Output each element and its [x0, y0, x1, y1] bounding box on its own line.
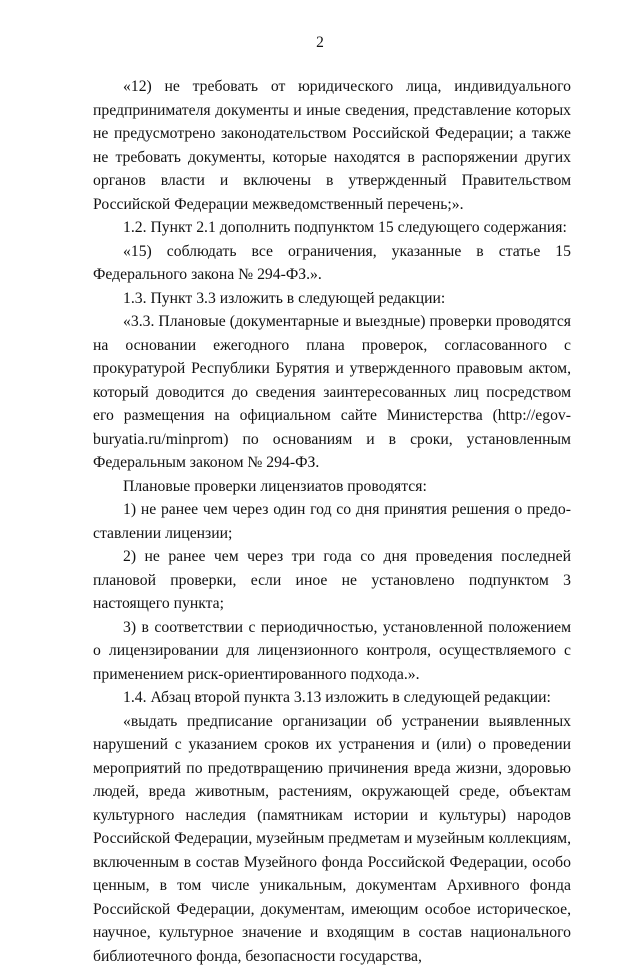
paragraph-licensee-inspections: Плановые проверки лицензиатов проводятся: — [93, 475, 571, 499]
paragraph-list-item-3: 3) в соответствии с периодичностью, установленной положением о лицензировании для лицензионного контроля, осуществляемого с применением риск-ориентированного подхода.». — [93, 616, 571, 687]
paragraph-list-item-2: 2) не ранее чем через три года со дня проведения последней плановой проверки, если иное не установлено подпунктом 3 настоящего пункта; — [93, 545, 571, 616]
paragraph-order-text: «выдать предписание организации об устранении выявленных нарушений с указанием сроков их устранения и (или) о проведении мероприятий по предотвращению причинения вреда жизни, здоровью людей, вреда животным, растениям, окружающей среде, объектам культурного наследия (памятникам истории и культуры) народов Российской Федерации, музейным предметам и музейным коллекциям, включенным в состав Музейного фонда Российской Федерации, особо ценным, в том числе уникальным, документам Архивного фонда Российской Федерации, документам, имеющим особое историческое, научное, культурное значение и входящим в состав национального библиотечного фонда, безопасности государства, — [93, 710, 571, 968]
paragraph-clause-1-3: 1.3. Пункт 3.3 изложить в следующей редакции: — [93, 287, 571, 311]
paragraph-list-item-1: 1) не ранее чем через один год со дня принятия решения о предоставлении лицензии; — [93, 498, 571, 545]
page-number: 2 — [0, 34, 640, 52]
paragraph-clause-1-4: 1.4. Абзац второй пункта 3.13 изложить в следующей редакции: — [93, 686, 571, 710]
document-body — [93, 75, 571, 968]
paragraph-item-15: «15) соблюдать все ограничения, указанные в статье 15 Федерального закона № 294-ФЗ.». — [93, 240, 571, 287]
paragraph-item-12: «12) не требовать от юридического лица, индивидуального предпринимателя документы и иные сведения, представление которых не предусмотрено законодательством Российской Федерации; а также не требовать документы, которые находятся в распоряжении других органов власти и включены в утвержденный Правительством Российской Федерации межведомственный перечень;». — [93, 75, 571, 216]
paragraph-clause-1-2: 1.2. Пункт 2.1 дополнить подпунктом 15 следующего содержания: — [93, 216, 571, 240]
paragraph-clause-3-3: «3.3. Плановые (документарные и выездные) проверки проводятся на основании ежегодного плана проверок, согласованного с прокуратурой Республики Бурятия и утвержденного правовым актом, который доводится до сведения заинтересованных лиц посредством его размещения на официальном сайте Министерства (http://egov-buryatia.ru/minprom) по основаниям и в сроки, установленным Федеральным законом № 294-ФЗ. — [93, 310, 571, 475]
